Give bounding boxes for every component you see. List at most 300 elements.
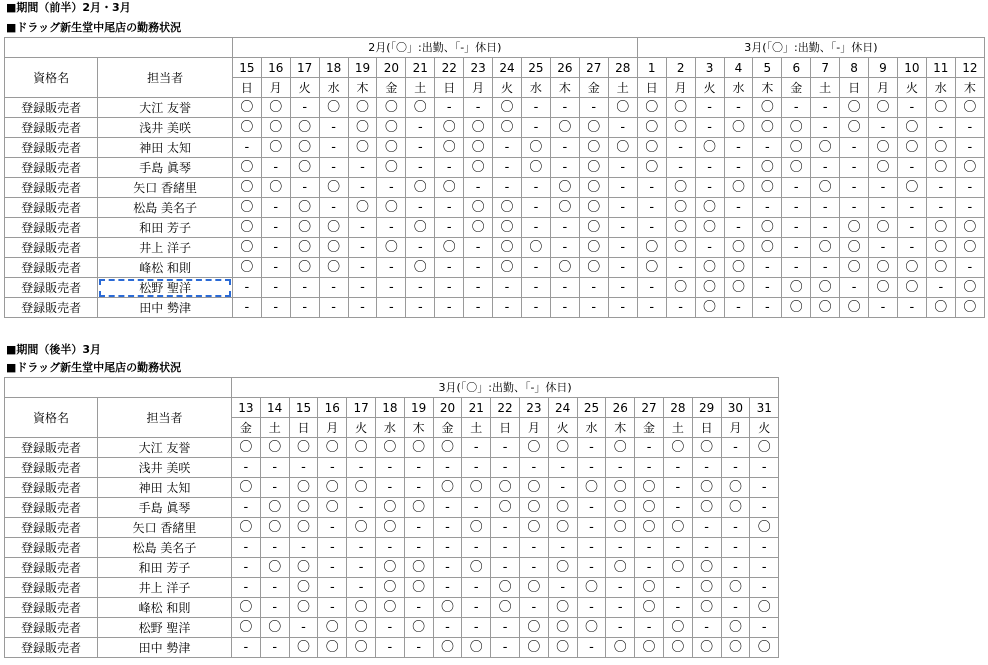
attendance-cell[interactable]: 〇 [290,198,319,218]
attendance-cell[interactable]: 〇 [232,438,261,458]
attendance-cell[interactable]: 〇 [635,578,664,598]
attendance-cell[interactable]: - [637,278,666,298]
attendance-cell[interactable]: - [550,98,579,118]
attendance-cell[interactable]: - [897,98,926,118]
attendance-cell[interactable]: 〇 [753,238,782,258]
attendance-cell[interactable]: 〇 [464,198,493,218]
attendance-cell[interactable]: 〇 [579,238,608,258]
attendance-cell[interactable]: 〇 [955,98,984,118]
staff-name-cell[interactable]: 手島 眞琴 [98,498,232,518]
attendance-cell[interactable]: 〇 [635,478,664,498]
attendance-cell[interactable]: 〇 [261,138,290,158]
weekday-cell[interactable]: 木 [348,78,377,98]
staff-name-cell[interactable]: 和田 芳子 [98,218,233,238]
attendance-cell[interactable]: 〇 [491,598,520,618]
weekday-cell[interactable]: 火 [750,418,779,438]
attendance-cell[interactable]: - [348,238,377,258]
date-cell[interactable]: 12 [955,58,984,78]
date-cell[interactable]: 24 [548,398,577,418]
attendance-cell[interactable]: 〇 [869,258,898,278]
staff-name-cell[interactable]: 田中 勢津 [98,298,233,318]
attendance-cell[interactable]: 〇 [577,618,606,638]
attendance-cell[interactable]: 〇 [319,98,348,118]
attendance-cell[interactable]: 〇 [577,578,606,598]
attendance-cell[interactable]: - [318,458,347,478]
attendance-cell[interactable]: 〇 [260,558,289,578]
date-cell[interactable]: 6 [782,58,811,78]
attendance-cell[interactable]: - [869,238,898,258]
attendance-cell[interactable]: - [750,558,779,578]
attendance-cell[interactable]: - [606,538,635,558]
attendance-cell[interactable]: - [608,238,637,258]
attendance-cell[interactable]: - [519,538,548,558]
attendance-cell[interactable]: 〇 [318,618,347,638]
attendance-cell[interactable]: 〇 [290,118,319,138]
attendance-cell[interactable]: - [811,198,840,218]
weekday-cell[interactable]: 金 [635,418,664,438]
attendance-cell[interactable]: - [464,258,493,278]
attendance-cell[interactable]: 〇 [811,138,840,158]
date-cell[interactable]: 21 [406,58,435,78]
date-cell[interactable]: 8 [840,58,869,78]
weekday-cell[interactable]: 水 [926,78,955,98]
attendance-cell[interactable]: - [724,138,753,158]
date-cell[interactable]: 22 [435,58,464,78]
attendance-cell[interactable]: 〇 [318,498,347,518]
attendance-cell[interactable]: 〇 [695,278,724,298]
staff-name-cell[interactable]: 和田 芳子 [98,558,232,578]
attendance-cell[interactable]: - [750,578,779,598]
attendance-cell[interactable]: - [464,278,493,298]
attendance-cell[interactable]: 〇 [750,598,779,618]
staff-name-cell[interactable]: 松野 聖洋 [98,278,233,298]
date-cell[interactable]: 31 [750,398,779,418]
weekday-cell[interactable]: 月 [869,78,898,98]
attendance-cell[interactable]: 〇 [377,138,406,158]
attendance-cell[interactable]: - [577,598,606,618]
attendance-cell[interactable]: - [375,538,404,558]
date-cell[interactable]: 25 [521,58,550,78]
weekday-cell[interactable]: 月 [464,78,493,98]
attendance-cell[interactable]: - [550,238,579,258]
attendance-cell[interactable]: 〇 [319,258,348,278]
attendance-cell[interactable]: - [375,478,404,498]
attendance-cell[interactable]: - [521,198,550,218]
attendance-cell[interactable]: - [404,478,433,498]
qualification-cell[interactable]: 登録販売者 [5,458,98,478]
attendance-cell[interactable]: - [724,218,753,238]
attendance-cell[interactable]: - [521,178,550,198]
weekday-cell[interactable]: 木 [606,418,635,438]
attendance-cell[interactable]: 〇 [782,158,811,178]
attendance-cell[interactable]: - [406,138,435,158]
weekday-cell[interactable]: 日 [435,78,464,98]
attendance-cell[interactable]: - [521,258,550,278]
attendance-cell[interactable]: 〇 [663,558,692,578]
attendance-cell[interactable]: 〇 [721,498,750,518]
attendance-cell[interactable]: 〇 [519,638,548,658]
attendance-cell[interactable]: - [955,118,984,138]
attendance-cell[interactable]: - [319,158,348,178]
attendance-cell[interactable]: - [519,458,548,478]
attendance-cell[interactable]: 〇 [521,238,550,258]
attendance-cell[interactable]: 〇 [869,218,898,238]
attendance-cell[interactable]: 〇 [493,238,522,258]
staff-name-cell[interactable]: 神田 太知 [98,138,233,158]
attendance-cell[interactable]: - [261,158,290,178]
attendance-cell[interactable]: 〇 [606,518,635,538]
attendance-cell[interactable]: - [750,498,779,518]
weekday-cell[interactable]: 木 [753,78,782,98]
attendance-cell[interactable]: 〇 [692,638,721,658]
attendance-cell[interactable]: 〇 [377,98,406,118]
date-cell[interactable]: 15 [232,58,261,78]
attendance-cell[interactable]: 〇 [462,478,491,498]
attendance-cell[interactable]: - [637,198,666,218]
weekday-cell[interactable]: 水 [319,78,348,98]
attendance-cell[interactable]: - [462,458,491,478]
attendance-cell[interactable]: - [663,458,692,478]
attendance-cell[interactable]: - [318,538,347,558]
attendance-cell[interactable]: - [606,458,635,478]
date-cell[interactable]: 22 [491,398,520,418]
attendance-cell[interactable]: 〇 [955,218,984,238]
attendance-cell[interactable]: 〇 [464,118,493,138]
qualification-cell[interactable]: 登録販売者 [5,498,98,518]
attendance-cell[interactable]: - [663,498,692,518]
attendance-cell[interactable]: - [260,458,289,478]
attendance-cell[interactable]: 〇 [695,198,724,218]
date-cell[interactable]: 5 [753,58,782,78]
attendance-cell[interactable]: - [840,178,869,198]
attendance-cell[interactable]: - [692,518,721,538]
staff-name-cell[interactable]: 大江 友誉 [98,438,232,458]
attendance-cell[interactable]: 〇 [377,118,406,138]
attendance-cell[interactable]: - [462,618,491,638]
attendance-cell[interactable]: - [347,538,376,558]
attendance-cell[interactable]: - [811,218,840,238]
staff-header[interactable]: 担当者 [98,398,232,438]
attendance-cell[interactable]: - [464,98,493,118]
attendance-cell[interactable]: 〇 [375,438,404,458]
attendance-cell[interactable]: 〇 [260,618,289,638]
date-cell[interactable]: 13 [232,398,261,418]
attendance-cell[interactable]: - [577,458,606,478]
staff-name-cell[interactable]: 峰松 和則 [98,258,233,278]
date-cell[interactable]: 23 [464,58,493,78]
attendance-cell[interactable]: - [406,298,435,318]
qualification-cell[interactable]: 登録販売者 [5,178,98,198]
date-cell[interactable]: 28 [608,58,637,78]
attendance-cell[interactable]: 〇 [519,518,548,538]
attendance-cell[interactable]: 〇 [579,198,608,218]
attendance-cell[interactable]: 〇 [750,638,779,658]
attendance-cell[interactable]: - [869,198,898,218]
attendance-cell[interactable]: - [840,198,869,218]
attendance-cell[interactable]: 〇 [926,238,955,258]
attendance-cell[interactable]: - [692,458,721,478]
attendance-cell[interactable]: - [550,138,579,158]
attendance-cell[interactable]: - [637,298,666,318]
attendance-cell[interactable]: - [290,298,319,318]
attendance-cell[interactable]: 〇 [721,618,750,638]
attendance-cell[interactable]: - [521,98,550,118]
attendance-cell[interactable]: 〇 [377,158,406,178]
weekday-cell[interactable]: 木 [404,418,433,438]
attendance-cell[interactable]: 〇 [695,218,724,238]
attendance-cell[interactable]: - [753,198,782,218]
attendance-cell[interactable]: 〇 [548,638,577,658]
attendance-cell[interactable]: 〇 [406,218,435,238]
qualification-cell[interactable]: 登録販売者 [5,198,98,218]
attendance-cell[interactable]: - [897,198,926,218]
attendance-cell[interactable]: 〇 [666,278,695,298]
attendance-cell[interactable]: 〇 [435,238,464,258]
staff-name-cell[interactable]: 松島 美名子 [98,538,232,558]
attendance-cell[interactable]: 〇 [721,638,750,658]
attendance-cell[interactable]: - [491,538,520,558]
weekday-cell[interactable]: 日 [637,78,666,98]
attendance-cell[interactable]: 〇 [724,118,753,138]
attendance-cell[interactable]: - [232,458,261,478]
attendance-cell[interactable]: 〇 [491,498,520,518]
attendance-cell[interactable]: - [521,218,550,238]
attendance-cell[interactable]: - [348,218,377,238]
attendance-cell[interactable]: - [637,218,666,238]
attendance-cell[interactable]: - [608,258,637,278]
date-cell[interactable]: 19 [348,58,377,78]
attendance-cell[interactable]: - [404,638,433,658]
attendance-cell[interactable]: 〇 [955,158,984,178]
qualification-cell[interactable]: 登録販売者 [5,618,98,638]
attendance-cell[interactable]: 〇 [750,518,779,538]
qualification-header[interactable]: 資格名 [5,58,98,98]
attendance-cell[interactable]: - [721,518,750,538]
attendance-cell[interactable]: - [433,578,462,598]
attendance-cell[interactable]: - [550,218,579,238]
weekday-cell[interactable]: 水 [521,78,550,98]
attendance-cell[interactable]: 〇 [692,478,721,498]
staff-name-cell[interactable]: 松島 美名子 [98,198,233,218]
attendance-cell[interactable]: - [869,178,898,198]
attendance-cell[interactable]: 〇 [348,198,377,218]
attendance-cell[interactable]: 〇 [666,98,695,118]
date-cell[interactable]: 30 [721,398,750,418]
qualification-cell[interactable]: 登録販売者 [5,578,98,598]
attendance-cell[interactable]: 〇 [840,258,869,278]
weekday-cell[interactable]: 土 [663,418,692,438]
attendance-cell[interactable]: 〇 [955,298,984,318]
attendance-cell[interactable]: 〇 [897,258,926,278]
attendance-cell[interactable]: 〇 [375,598,404,618]
attendance-cell[interactable]: - [261,278,290,298]
qualification-cell[interactable]: 登録販売者 [5,638,98,658]
attendance-cell[interactable]: - [753,258,782,278]
weekday-cell[interactable]: 日 [232,78,261,98]
attendance-cell[interactable]: 〇 [926,218,955,238]
attendance-cell[interactable]: 〇 [840,298,869,318]
weekday-cell[interactable]: 日 [491,418,520,438]
attendance-cell[interactable]: - [318,558,347,578]
attendance-cell[interactable]: - [663,478,692,498]
attendance-cell[interactable]: 〇 [695,298,724,318]
date-cell[interactable]: 19 [404,398,433,418]
date-cell[interactable]: 10 [897,58,926,78]
date-cell[interactable]: 9 [869,58,898,78]
attendance-cell[interactable]: - [318,598,347,618]
attendance-cell[interactable]: 〇 [232,478,261,498]
attendance-cell[interactable]: - [493,298,522,318]
attendance-cell[interactable]: 〇 [579,178,608,198]
attendance-cell[interactable]: - [493,158,522,178]
attendance-cell[interactable]: - [260,578,289,598]
attendance-cell[interactable]: 〇 [663,438,692,458]
attendance-cell[interactable]: - [926,198,955,218]
attendance-cell[interactable]: - [318,518,347,538]
attendance-cell[interactable]: - [375,618,404,638]
attendance-cell[interactable]: 〇 [637,138,666,158]
attendance-cell[interactable]: - [750,538,779,558]
attendance-cell[interactable]: - [721,458,750,478]
weekday-cell[interactable]: 火 [548,418,577,438]
attendance-cell[interactable]: 〇 [635,518,664,538]
attendance-cell[interactable]: - [606,578,635,598]
attendance-cell[interactable]: - [289,618,318,638]
attendance-cell[interactable]: - [897,158,926,178]
attendance-cell[interactable]: 〇 [318,438,347,458]
attendance-cell[interactable]: 〇 [753,218,782,238]
weekday-cell[interactable]: 火 [493,78,522,98]
date-cell[interactable]: 17 [290,58,319,78]
attendance-cell[interactable]: - [753,138,782,158]
attendance-cell[interactable]: - [406,158,435,178]
attendance-cell[interactable]: - [926,278,955,298]
date-cell[interactable]: 27 [635,398,664,418]
attendance-cell[interactable]: - [782,218,811,238]
attendance-cell[interactable]: 〇 [692,558,721,578]
attendance-cell[interactable]: - [232,138,261,158]
attendance-cell[interactable]: - [375,638,404,658]
attendance-cell[interactable]: 〇 [695,258,724,278]
weekday-cell[interactable]: 木 [955,78,984,98]
attendance-cell[interactable]: 〇 [897,118,926,138]
attendance-cell[interactable]: - [433,498,462,518]
attendance-cell[interactable]: - [548,578,577,598]
attendance-cell[interactable]: - [232,298,261,318]
attendance-cell[interactable]: - [435,258,464,278]
attendance-cell[interactable]: - [608,118,637,138]
attendance-cell[interactable]: - [840,138,869,158]
staff-name-cell[interactable]: 峰松 和則 [98,598,232,618]
attendance-cell[interactable]: - [577,538,606,558]
attendance-cell[interactable]: 〇 [404,498,433,518]
attendance-cell[interactable]: 〇 [404,558,433,578]
date-cell[interactable]: 11 [926,58,955,78]
staff-header[interactable]: 担当者 [98,58,233,98]
attendance-cell[interactable]: - [753,278,782,298]
attendance-cell[interactable]: 〇 [926,158,955,178]
attendance-cell[interactable]: 〇 [318,638,347,658]
attendance-cell[interactable]: 〇 [433,438,462,458]
attendance-cell[interactable]: 〇 [692,438,721,458]
attendance-cell[interactable]: - [955,258,984,278]
attendance-cell[interactable]: 〇 [926,298,955,318]
weekday-cell[interactable]: 火 [347,418,376,438]
attendance-cell[interactable]: 〇 [721,478,750,498]
attendance-cell[interactable]: 〇 [811,278,840,298]
attendance-cell[interactable]: 〇 [377,238,406,258]
attendance-cell[interactable]: 〇 [606,438,635,458]
attendance-cell[interactable]: 〇 [290,218,319,238]
attendance-cell[interactable]: 〇 [290,258,319,278]
weekday-cell[interactable]: 土 [406,78,435,98]
attendance-cell[interactable]: - [606,598,635,618]
attendance-cell[interactable]: 〇 [692,498,721,518]
attendance-cell[interactable]: 〇 [782,278,811,298]
attendance-cell[interactable]: - [782,258,811,278]
attendance-cell[interactable]: 〇 [548,598,577,618]
attendance-cell[interactable]: 〇 [347,478,376,498]
attendance-cell[interactable]: 〇 [232,518,261,538]
attendance-cell[interactable]: 〇 [840,238,869,258]
attendance-cell[interactable]: - [897,298,926,318]
attendance-cell[interactable]: 〇 [724,178,753,198]
attendance-cell[interactable]: - [348,178,377,198]
attendance-cell[interactable]: 〇 [319,178,348,198]
staff-name-cell[interactable]: 神田 太知 [98,478,232,498]
attendance-cell[interactable]: - [750,478,779,498]
attendance-cell[interactable]: - [724,298,753,318]
attendance-cell[interactable]: - [550,278,579,298]
attendance-cell[interactable]: - [548,538,577,558]
staff-name-cell[interactable]: 田中 勢津 [98,638,232,658]
attendance-cell[interactable]: 〇 [548,498,577,518]
month-header[interactable]: 3月(「〇」:出勤、「-」休日) [232,378,779,398]
staff-name-cell[interactable]: 松野 聖洋 [98,618,232,638]
attendance-cell[interactable]: - [579,278,608,298]
attendance-cell[interactable]: - [232,498,261,518]
attendance-cell[interactable]: - [433,518,462,538]
attendance-cell[interactable]: - [404,538,433,558]
attendance-cell[interactable]: 〇 [319,218,348,238]
qualification-header[interactable]: 資格名 [5,398,98,438]
weekday-cell[interactable]: 水 [375,418,404,438]
attendance-cell[interactable]: - [724,158,753,178]
attendance-cell[interactable]: 〇 [462,558,491,578]
attendance-cell[interactable]: 〇 [869,278,898,298]
attendance-cell[interactable]: - [347,558,376,578]
weekday-cell[interactable]: 土 [462,418,491,438]
attendance-cell[interactable]: - [519,598,548,618]
attendance-cell[interactable]: 〇 [232,178,261,198]
attendance-cell[interactable]: 〇 [637,258,666,278]
attendance-cell[interactable]: 〇 [753,178,782,198]
attendance-cell[interactable]: - [577,518,606,538]
attendance-cell[interactable]: 〇 [548,618,577,638]
date-cell[interactable]: 17 [347,398,376,418]
attendance-cell[interactable]: - [666,258,695,278]
attendance-cell[interactable]: - [521,118,550,138]
attendance-cell[interactable]: - [721,438,750,458]
attendance-cell[interactable]: - [232,558,261,578]
attendance-cell[interactable]: 〇 [550,198,579,218]
attendance-cell[interactable]: 〇 [232,598,261,618]
attendance-cell[interactable]: - [406,278,435,298]
attendance-cell[interactable]: 〇 [435,178,464,198]
attendance-cell[interactable]: - [290,278,319,298]
attendance-cell[interactable]: 〇 [289,638,318,658]
attendance-cell[interactable]: 〇 [491,478,520,498]
